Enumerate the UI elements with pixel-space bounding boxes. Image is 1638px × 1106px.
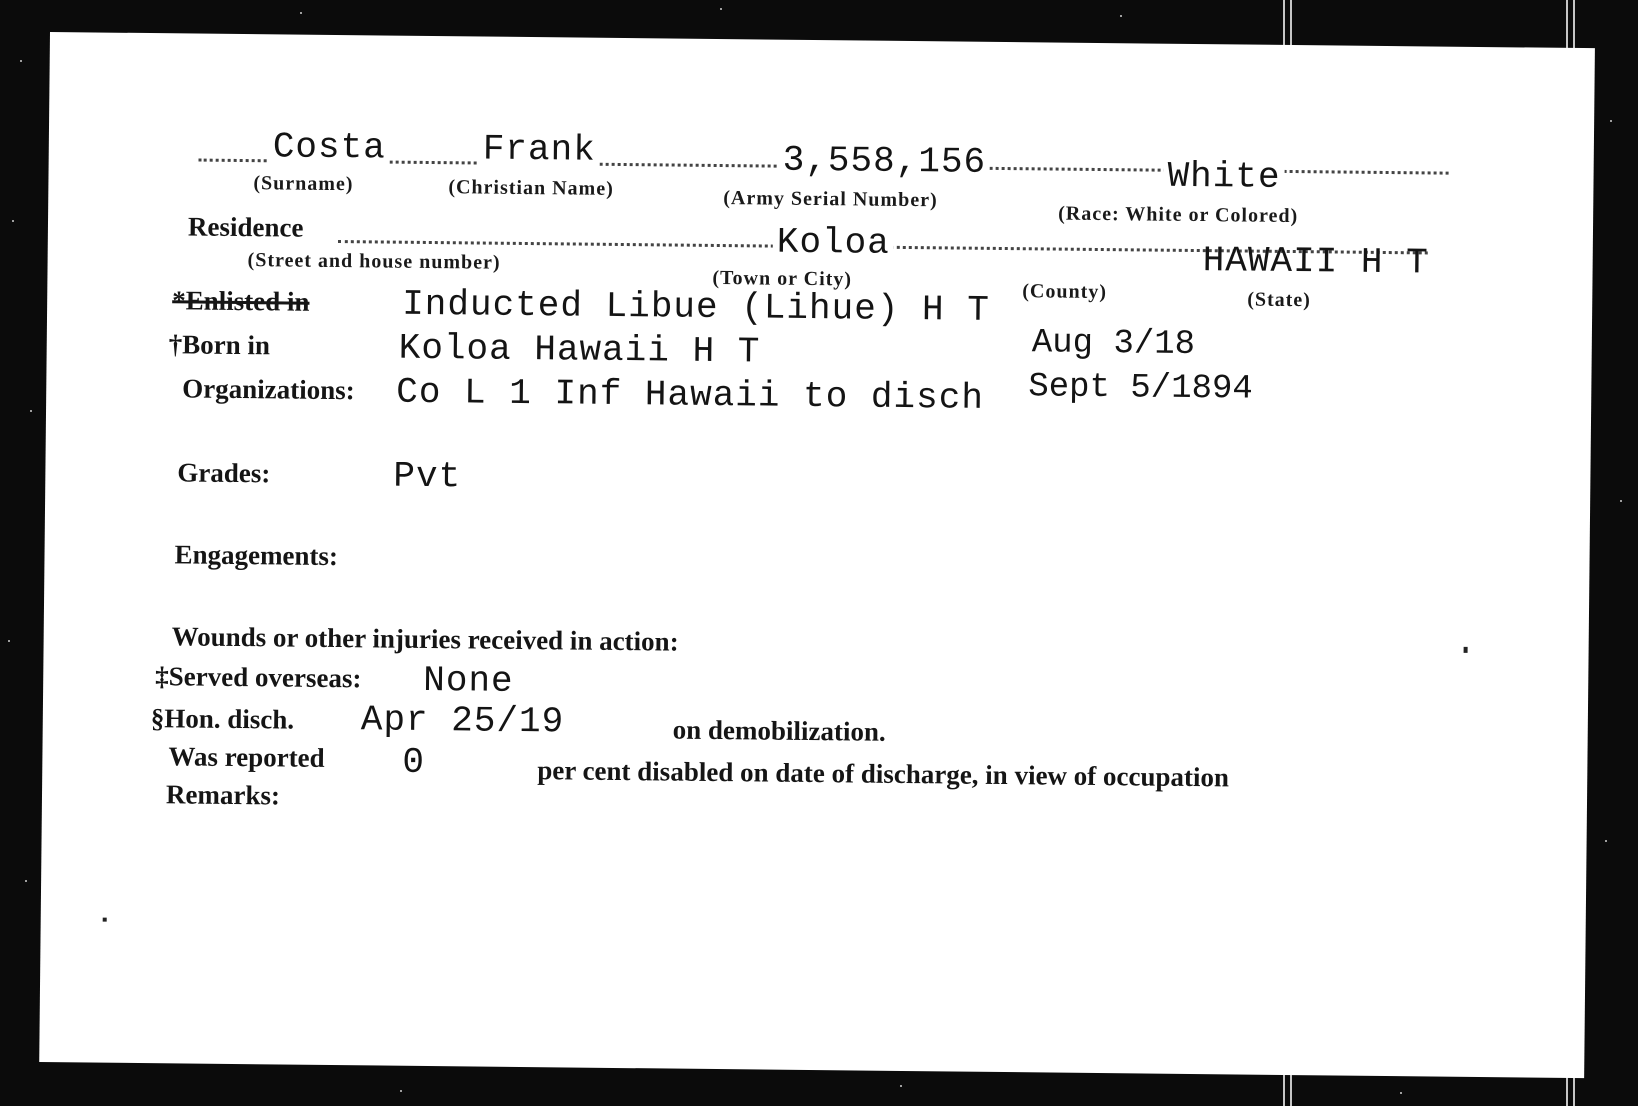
serial-number-caption: (Army Serial Number) <box>723 187 938 212</box>
grades-label: Grades: <box>177 457 271 489</box>
town-caption: (Town or City) <box>712 266 853 291</box>
organizations-value: Co L 1 Inf Hawaii to disch <box>396 371 985 419</box>
enlisted-value: Inducted Libue (Lihue) H T <box>401 283 991 331</box>
served-overseas-value: None <box>423 659 514 702</box>
remarks-label: Remarks: <box>165 779 281 811</box>
grades-value: Pvt <box>393 455 462 498</box>
born-value: Koloa Hawaii H T <box>398 327 761 373</box>
engagements-label: Engagements: <box>174 539 339 572</box>
state-value: HAWAII H T <box>1202 240 1429 284</box>
born-date: Sept 5/1894 <box>1028 368 1253 409</box>
discharge-value: Apr 25/19 <box>360 699 565 743</box>
wounds-label: Wounds or other injuries received in action: <box>171 621 679 657</box>
town-value: Koloa <box>773 222 894 264</box>
reported-label: Was reported <box>168 741 325 773</box>
surname-caption: (Surname) <box>253 172 354 196</box>
ink-speck <box>103 918 107 922</box>
discharge-suffix: on demobilization. <box>672 714 886 747</box>
state-caption: (State) <box>1247 288 1312 312</box>
race-caption: (Race: White or Colored) <box>1058 202 1299 228</box>
reported-value: 0 <box>402 741 426 783</box>
race-value: White <box>1163 156 1284 198</box>
enlisted-label: *Enlisted in <box>172 285 310 317</box>
enlisted-date: Aug 3/18 <box>1031 324 1196 365</box>
christian-name-caption: (Christian Name) <box>448 176 614 200</box>
ink-speck <box>1464 647 1468 653</box>
record-card <box>39 32 1595 1078</box>
christian-name-value: Frank <box>479 128 600 170</box>
served-overseas-label: ‡Served overseas: <box>155 661 362 694</box>
serial-number-value: 3,558,156 <box>778 140 990 183</box>
residence-label: Residence <box>187 211 304 243</box>
county-caption: (County) <box>1022 280 1108 304</box>
organizations-label: Organizations: <box>182 373 355 406</box>
discharge-label: §Hon. disch. <box>150 703 295 735</box>
born-label: †Born in <box>168 329 271 361</box>
surname-value: Costa <box>269 126 390 168</box>
street-caption: (Street and house number) <box>247 249 501 274</box>
reported-suffix: per cent disabled on date of discharge, in view of occupation <box>537 755 1230 793</box>
